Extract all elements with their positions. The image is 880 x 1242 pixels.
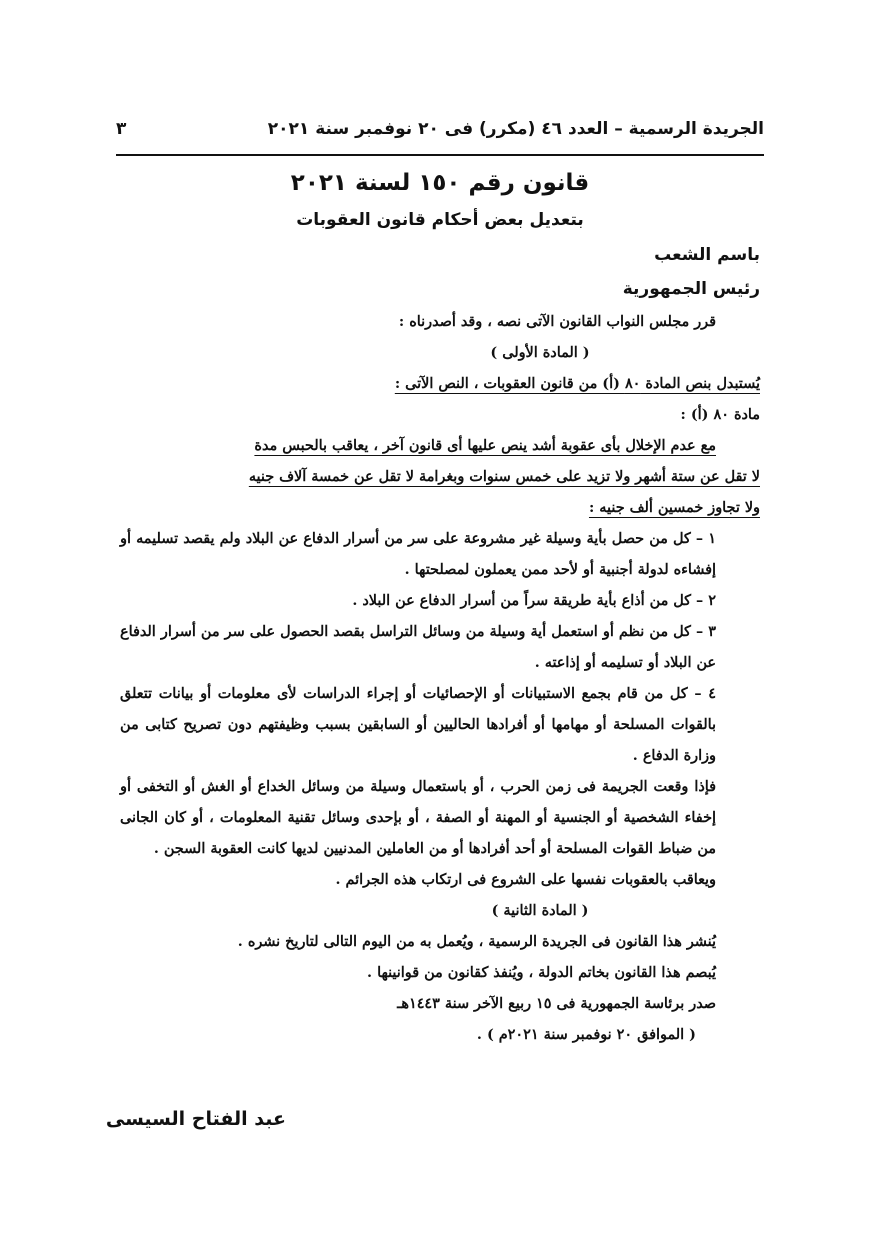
issued-date: صدر برئاسة الجمهورية فى ١٥ ربيع الآخر سنة ١٤٤٣هـ <box>397 995 716 1012</box>
article-80a-line: مع عدم الإخلال بأى عقوبة أشد ينص عليها أى قانون آخر ، يعاقب بالحبس مدة <box>254 437 716 454</box>
list-item: ١ – كل من حصل بأية وسيلة غير مشروعة على سر من أسرار الدفاع عن البلاد ولم يقصد تسليمه أو إفشاءه لدولة أجنبية أو لأحد ممن يعملون لمصلحتها . <box>120 530 716 578</box>
article-one-intro: يُستبدل بنص المادة ٨٠ (أ) من قانون العقوبات ، النص الآتى : <box>394 375 760 392</box>
header-rule <box>116 154 764 156</box>
attempt-paragraph: ويعاقب بالعقوبات نفسها على الشروع فى ارتكاب هذه الجرائم . <box>335 871 716 888</box>
seal-clause: يُبصم هذا القانون بخاتم الدولة ، ويُنفذ كقانون من قوانينها . <box>367 964 716 981</box>
article-80a-line: لا تقل عن ستة أشهر ولا تزيد على خمس سنوات وبغرامة لا تقل عن خمسة آلاف جنيه <box>248 468 760 485</box>
article-80a-label: مادة ٨٠ (أ) : <box>680 406 760 423</box>
salutation-president: رئيس الجمهورية <box>622 279 760 299</box>
page-header <box>116 112 764 146</box>
signature: عبد الفتاح السيسى <box>105 1108 286 1130</box>
aggravated-penalty-paragraph: فإذا وقعت الجريمة فى زمن الحرب ، أو باستعمال وسيلة من وسائل الخداع أو الغش أو التخفى أو إخفاء الشخصية أو الجنسية أو المهنة أو الصفة ، أو بإحدى وسائل تقنية المعلومات ، أو كان الجانى من ضباط القوات المسلحة أو أحد أفرادها أو من العاملين المدنيين لديها كانت العقوبة السجن . <box>120 778 716 857</box>
page-number: ٣ <box>116 119 127 139</box>
gazette-title: الجريدة الرسمية – العدد ٤٦ (مكرر) فى ٢٠ نوفمبر سنة ٢٠٢١ <box>267 119 764 139</box>
publication-clause: يُنشر هذا القانون فى الجريدة الرسمية ، ويُعمل به من اليوم التالى لتاريخ نشره . <box>237 933 716 950</box>
law-body <box>120 238 760 1050</box>
list-item: ٣ – كل من نظم أو استعمل أية وسيلة من وسائل التراسل بقصد الحصول على سر من أسرار الدفاع عن البلاد أو تسليمه أو إذاعته . <box>120 623 716 671</box>
article-two-heading: ( المادة الثانية ) <box>491 902 589 919</box>
law-title: قانون رقم ١٥٠ لسنة ٢٠٢١ <box>290 170 590 196</box>
article-one-heading: ( المادة الأولى ) <box>490 344 590 361</box>
law-subtitle: بتعديل بعض أحكام قانون العقوبات <box>296 210 584 230</box>
gregorian-date: ( الموافق ٢٠ نوفمبر سنة ٢٠٢١م ) . <box>476 1026 696 1043</box>
article-80a-line: ولا تجاوز خمسين ألف جنيه : <box>588 499 760 516</box>
decree-text: قرر مجلس النواب القانون الآتى نصه ، وقد أصدرناه : <box>398 313 716 330</box>
salutation-people: باسم الشعب <box>654 245 760 265</box>
list-item: ٤ – كل من قام بجمع الاستبيانات أو الإحصائيات أو إجراء الدراسات لأى معلومات أو بيانات تتعلق بالقوات المسلحة أو مهامها أو أفرادها الحاليين أو السابقين بسبب وظيفتهم دون تصريح كتابى من وزارة الدفاع . <box>120 685 716 764</box>
list-item: ٢ – كل من أذاع بأية طريقة سراً من أسرار الدفاع عن البلاد . <box>352 592 716 609</box>
